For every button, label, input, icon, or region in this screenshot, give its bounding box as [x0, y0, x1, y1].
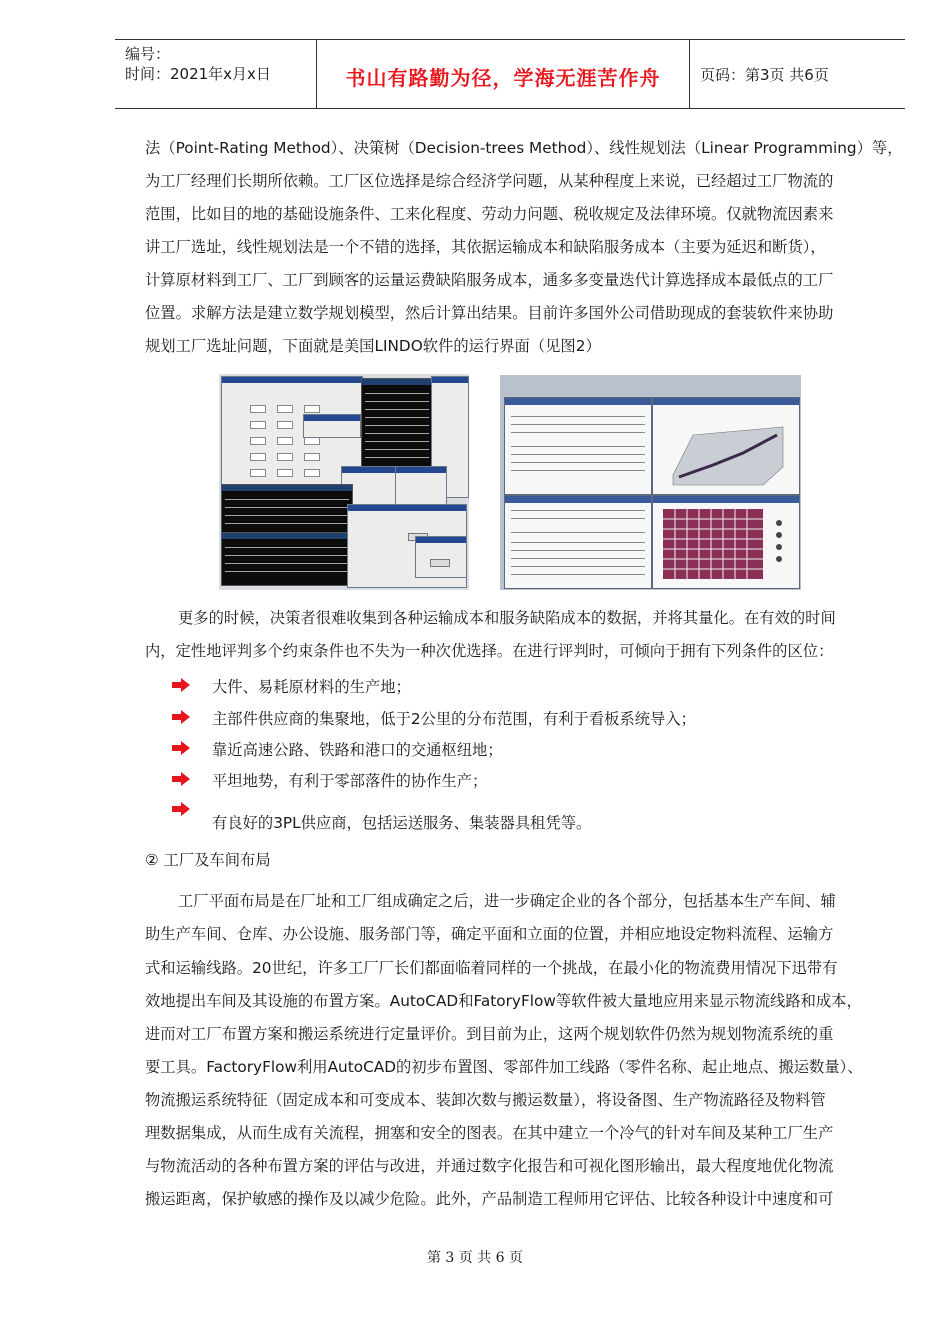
text-line: 工厂平面布局是在厂址和工厂组成确定之后，进一步确定企业的各个部分，包括基本生产车间、辅 — [178, 892, 836, 910]
text-line: 效地提出车间及其设施的布置方案。AutoCAD和FatoryFlow等软件被大量地应用来显示物流线路和成本， — [145, 992, 862, 1010]
model-window — [504, 397, 652, 495]
text-line: 为工厂经理们长期所依赖。工厂区位选择是综合经济学问题，从某种程度上来说，已经超过工厂物流的 — [145, 172, 834, 190]
lindo-screenshot-left — [219, 374, 469, 590]
right-arrow-icon — [172, 741, 190, 755]
text-line: 更多的时候，决策者很难收集到各种运输成本和服务缺陷成本的数据，并将其量化。在有效的时间 — [178, 609, 836, 627]
text-line: 理数据集成，从而生成有关流程，拥塞和安全的图表。在其中建立一个冷气的针对车间及某种工厂生产 — [145, 1124, 834, 1142]
right-arrow-icon — [172, 802, 190, 816]
message-box — [415, 536, 467, 578]
header-page-number: 页码：第3页 共6页 — [700, 66, 829, 84]
text-line: 进而对工厂布置方案和搬运系统进行定量评价。到目前为止，这两个规划软件仍然为规划物流系统的重 — [145, 1025, 834, 1043]
page-footer: 第 3 页 共 6 页 — [426, 1250, 524, 1266]
window-small — [395, 466, 447, 508]
text-line: 讲工厂选址，线性规划法是一个不错的选择，其依据运输成本和缺陷服务成本（主要为延迟和断货）， — [145, 238, 826, 256]
message-box — [303, 414, 361, 438]
console-window — [221, 484, 353, 534]
text-line: 要工具。FactoryFlow利用AutoCAD的初步布置图、零部件加工线路（零件名称、起止地点、搬运数量）、 — [145, 1058, 863, 1076]
list-item: 平坦地势，有利于零部落件的协作生产； — [212, 772, 488, 790]
matrix-window — [652, 495, 800, 589]
header-page-cell — [690, 40, 905, 108]
document-time-label: 时间：2021年x月x日 — [125, 65, 271, 83]
matrix-grid-icon — [653, 503, 799, 587]
text-line: 助生产车间、仓库、办公设施、服务部门等，确定平面和立面的位置，并相应地设定物料流程、运输方 — [145, 925, 834, 943]
right-arrow-icon — [172, 710, 190, 724]
text-line: 式和运输线路。20世纪，许多工厂厂长们都面临着同样的一个挑战，在最小化的物流费用情况下迅带有 — [145, 959, 838, 977]
header-motto: 书山有路勤为径，学海无涯苦作舟 — [345, 66, 661, 90]
text-line: 规划工厂选址问题，下面就是美国LINDO软件的运行界面（见图2） — [145, 337, 601, 355]
text-line: 位置。求解方法是建立数学规划模型，然后计算出结果。目前许多国外公司借助现成的套装软件来协助 — [145, 304, 834, 322]
document-number-label: 编号： — [125, 45, 171, 63]
list-item: 大件、易耗原材料的生产地； — [212, 678, 411, 696]
chart-window — [652, 397, 800, 495]
lindo-screenshot-right — [500, 375, 801, 590]
report-window — [504, 495, 652, 589]
text-line: 与物流活动的各种布置方案的评估与改进，并通过数字化报告和可视化图形输出，最大程度地优化物流 — [145, 1157, 834, 1175]
list-item: 靠近高速公路、铁路和港口的交通枢纽地； — [212, 741, 503, 759]
text-line: 内，定性地评判多个约束条件也不失为一种次优选择。在进行评判时，可倾向于拥有下列条件的区位： — [145, 642, 834, 660]
list-item: 有良好的3PL供应商，包括运送服务、集装器具租凭等。 — [212, 814, 592, 832]
text-line: 计算原材料到工厂、工厂到顾客的运量运费缺陷服务成本，通多多变量迭代计算选择成本最低点的工厂 — [145, 271, 834, 289]
text-line: 法（Point-Rating Method）、决策树（Decision-trees Method）、线性规划法（Linear Programming）等， — [145, 139, 903, 157]
header-info-cell — [115, 40, 315, 108]
list-item: 主部件供应商的集聚地，低于2公里的分布范围，有利于看板系统导入； — [212, 710, 696, 728]
right-arrow-icon — [172, 772, 190, 786]
page-header — [115, 39, 905, 109]
graph-icon — [653, 405, 799, 493]
right-arrow-icon — [172, 678, 190, 692]
text-line: 物流搬运系统特征（固定成本和可变成本、装卸次数与搬运数量），将设备图、生产物流路径及物料管 — [145, 1091, 826, 1109]
text-line: 范围，比如目的地的基础设施条件、工来化程度、劳动力问题、税收规定及法律环境。仅就物流因素来 — [145, 205, 834, 223]
section-heading: ② 工厂及车间布局 — [145, 851, 271, 869]
header-motto-cell — [316, 40, 690, 108]
text-line: 搬运距离，保护敏感的操作及以减少危险。此外，产品制造工程师用它评估、比较各种设计中速度和可 — [145, 1190, 834, 1208]
